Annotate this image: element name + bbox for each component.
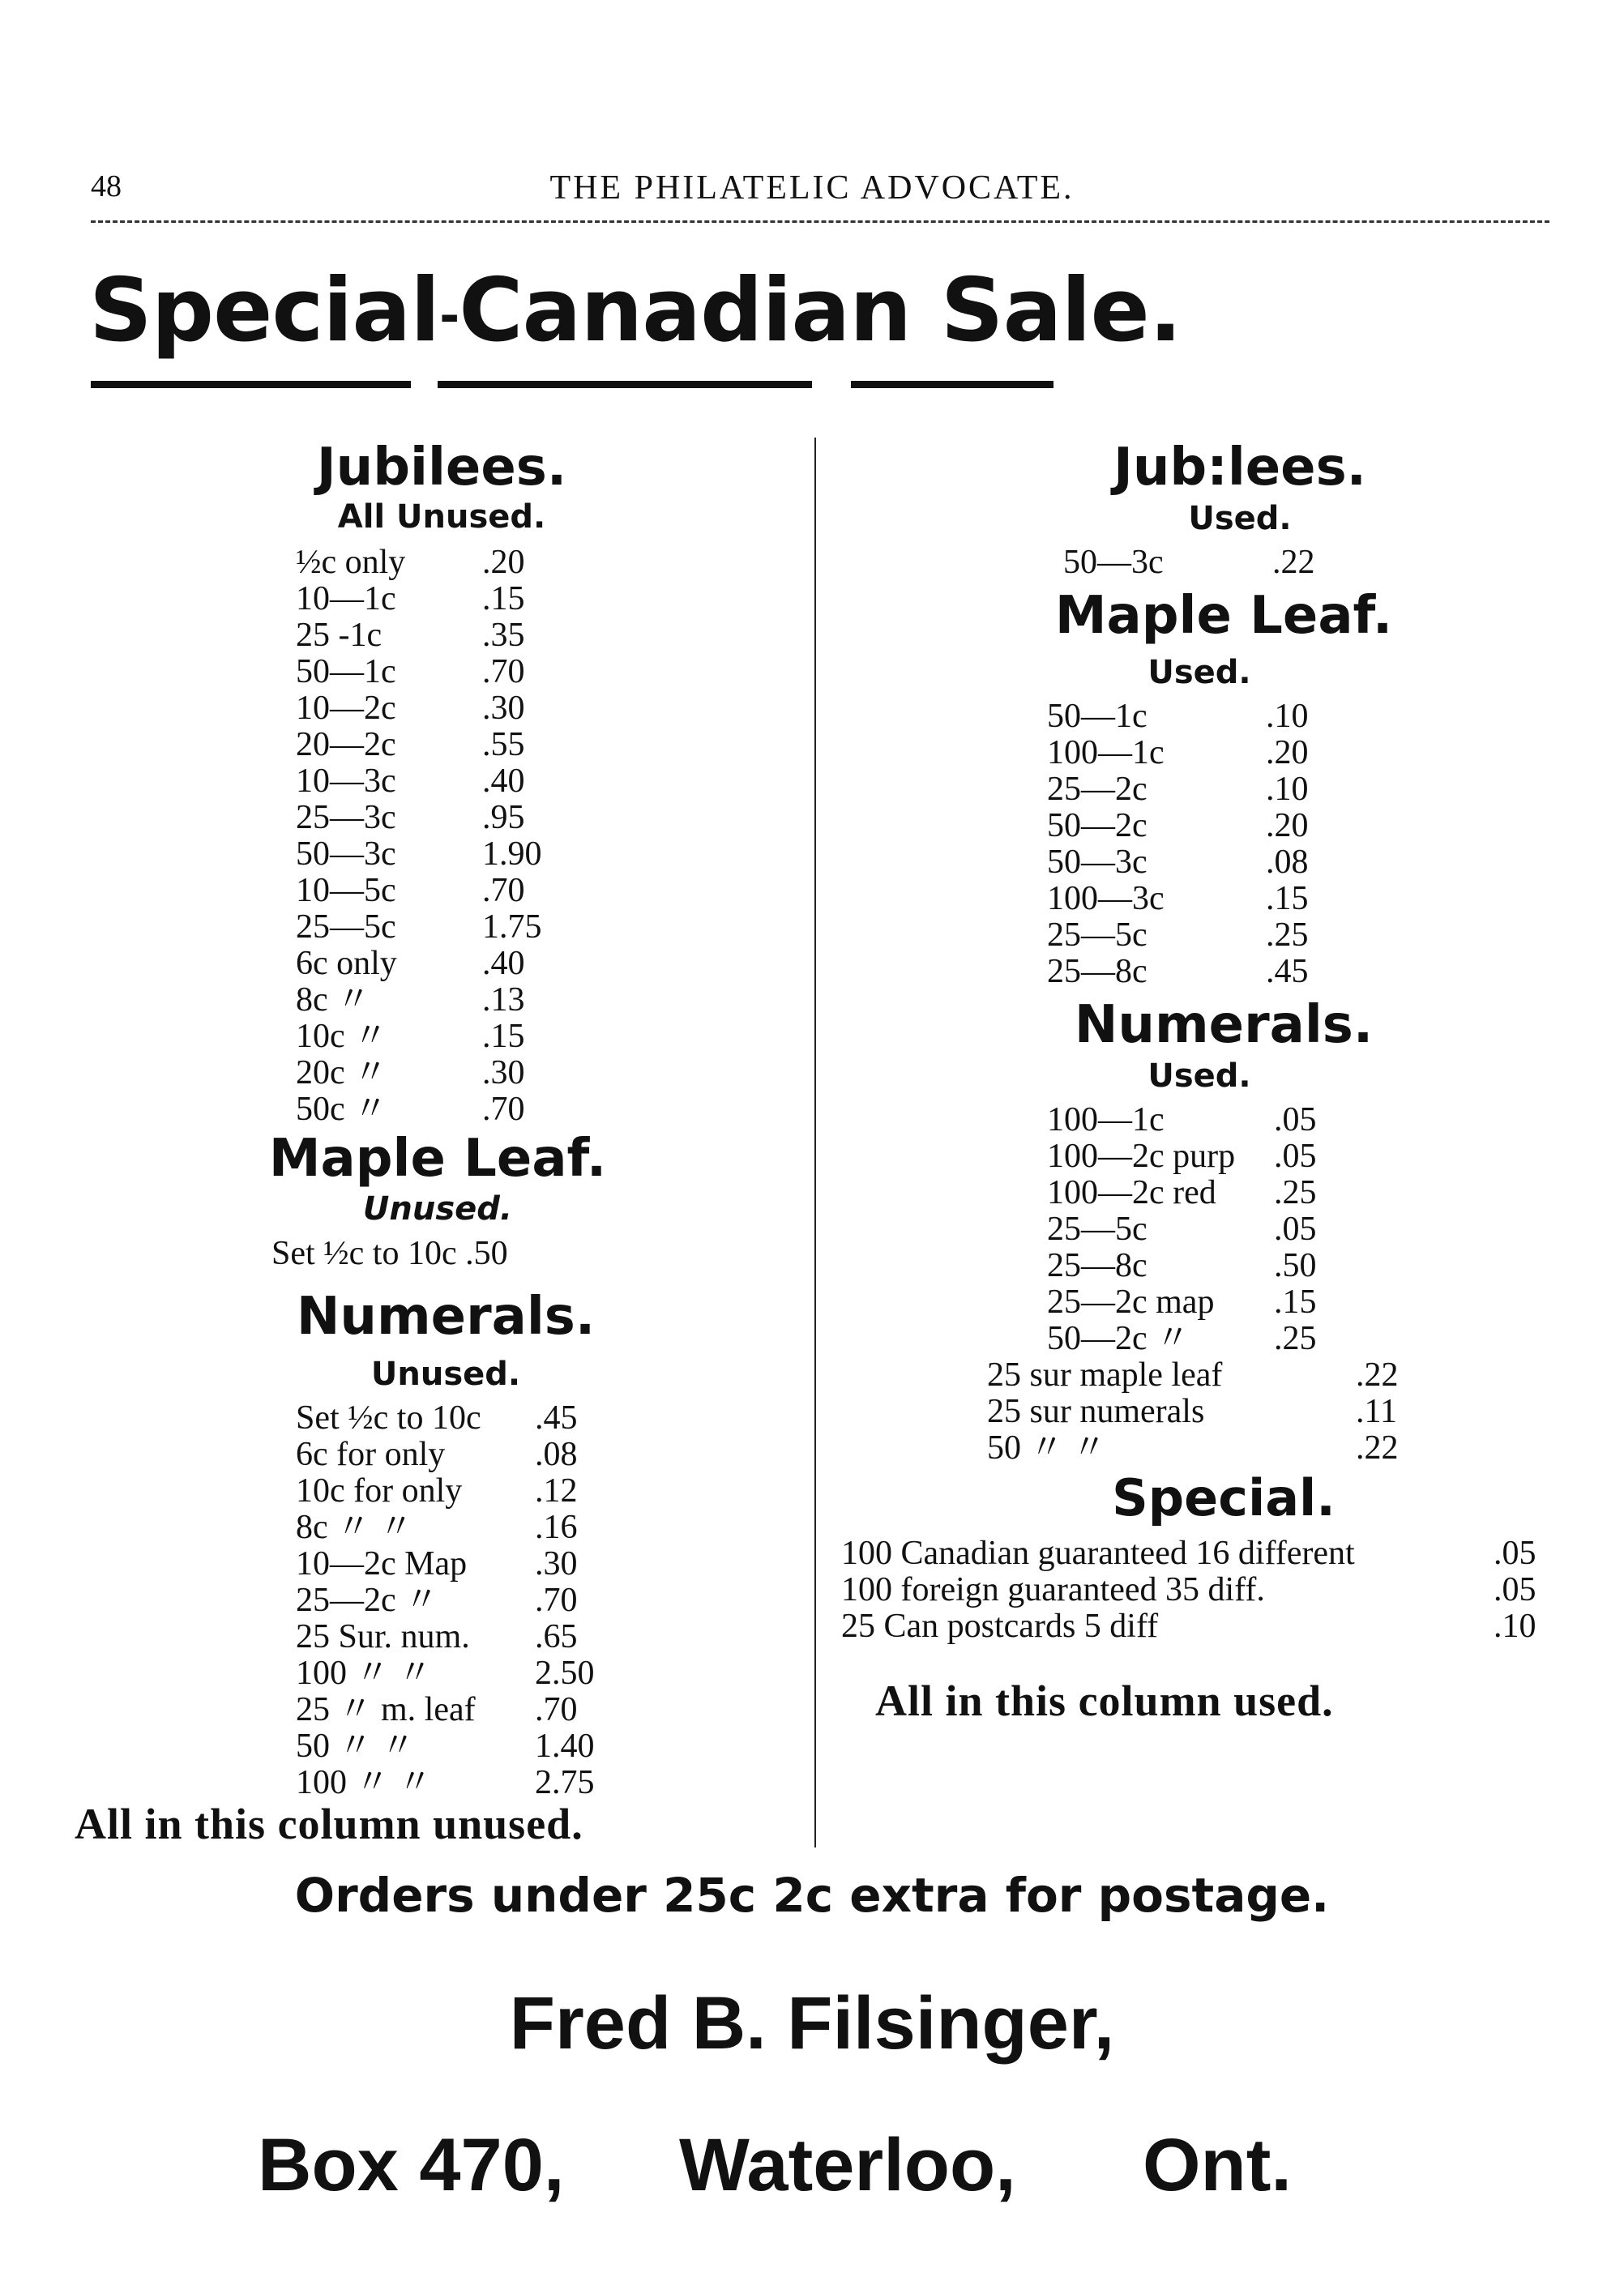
price-row [987, 1357, 1441, 1394]
item-description: 25 -1c [296, 617, 382, 654]
right-column-note: All in this column used. [875, 1677, 1334, 1725]
right-special-list [841, 1536, 1554, 1645]
price-row [1047, 1102, 1412, 1138]
page-title: Special-Canadian Sale. [89, 260, 1182, 361]
item-description: 10—2c Map [296, 1545, 468, 1583]
right-numerals-list [1047, 1102, 1412, 1357]
item-description: 25—5c [296, 908, 396, 946]
item-description: 20—2c [296, 726, 396, 763]
item-description: 25 sur maple leaf [987, 1356, 1223, 1394]
item-description: 50—2c 〃 [1047, 1320, 1190, 1357]
title-word-canadian: Canadian [459, 260, 912, 361]
item-price: .20 [482, 544, 525, 581]
item-price: .30 [482, 690, 525, 727]
item-price: .15 [482, 1018, 525, 1055]
price-row [296, 1091, 620, 1128]
item-price: .40 [482, 945, 525, 982]
price-row [1047, 1284, 1412, 1321]
item-description: 10—3c [296, 762, 396, 800]
price-row [296, 763, 620, 800]
price-row [296, 982, 620, 1019]
item-price: 2.50 [535, 1655, 595, 1692]
title-word-special: Special [89, 260, 440, 361]
price-row [296, 1765, 636, 1801]
price-row [296, 1655, 636, 1692]
item-description: Set ½c to 10c [296, 1399, 481, 1437]
item-price: .13 [482, 981, 525, 1019]
left-jubilees-list [296, 545, 620, 1128]
item-description: ½c only [296, 544, 406, 581]
price-row [987, 1430, 1441, 1467]
left-numerals-list [296, 1400, 636, 1801]
price-row [296, 909, 620, 946]
price-row [296, 1619, 636, 1655]
item-price: .70 [535, 1582, 578, 1619]
price-row [987, 1394, 1441, 1430]
item-description: 100 foreign guaranteed 35 diff. [841, 1571, 1265, 1608]
item-price: .40 [482, 762, 525, 800]
item-price: .05 [1274, 1101, 1317, 1138]
item-price: .11 [1356, 1393, 1397, 1430]
item-price: .10 [1266, 771, 1309, 808]
price-row [296, 873, 620, 909]
item-price: .08 [535, 1436, 578, 1473]
price-row [296, 545, 620, 581]
right-maple-subheading: Used. [1147, 654, 1251, 691]
item-price: .05 [1274, 1211, 1317, 1248]
right-numerals-heading: Numerals. [1074, 995, 1374, 1055]
item-description: 25 sur numerals [987, 1393, 1205, 1430]
left-maple-set: Set ½c to 10c .50 [271, 1235, 508, 1272]
right-numerals-subheading: Used. [1147, 1057, 1251, 1095]
item-price: .05 [1274, 1138, 1317, 1175]
item-price: .05 [1494, 1571, 1536, 1608]
address-province: Ont. [1143, 2124, 1292, 2206]
item-price: .30 [482, 1054, 525, 1091]
price-row [841, 1536, 1554, 1572]
item-description: 6c for only [296, 1436, 446, 1473]
right-jubilees-subheading: Used. [1188, 500, 1292, 537]
item-price: .25 [1266, 916, 1309, 954]
price-row [296, 690, 620, 727]
item-description: 25—3c [296, 799, 396, 836]
price-row [1063, 545, 1355, 581]
item-description: 100—2c purp [1047, 1138, 1236, 1175]
item-description: 25—5c [1047, 1211, 1147, 1248]
item-description: 50—1c [296, 653, 396, 690]
item-price: .10 [1266, 698, 1309, 735]
item-description: 100 Canadian guaranteed 16 different [841, 1535, 1355, 1572]
item-price: .25 [1274, 1320, 1317, 1357]
item-description: 50—3c [296, 835, 396, 873]
item-description: 50 〃 〃 [987, 1429, 1107, 1467]
item-description: 20c 〃 [296, 1054, 388, 1091]
page-number: 48 [91, 169, 122, 203]
price-row [296, 1400, 636, 1437]
item-description: 25—2c map [1047, 1284, 1215, 1321]
price-row [1047, 844, 1371, 881]
item-description: 100—1c [1047, 1101, 1165, 1138]
item-description: 50—3c [1047, 844, 1147, 881]
left-jubilees-heading: Jubilees. [316, 438, 567, 498]
price-row [296, 581, 620, 617]
item-price: .70 [482, 653, 525, 690]
item-price: .50 [1274, 1247, 1317, 1284]
seller-name: Fred B. Filsinger, [509, 1982, 1115, 2065]
item-description: 10—1c [296, 580, 396, 617]
item-price: .30 [535, 1545, 578, 1583]
right-maple-list [1047, 698, 1371, 990]
item-description: 100—2c red [1047, 1174, 1216, 1211]
item-description: 50c 〃 [296, 1091, 388, 1128]
publication-title: THE PHILATELIC ADVOCATE. [549, 169, 1075, 207]
item-price: .22 [1356, 1356, 1399, 1394]
title-word-sale: Sale. [940, 260, 1182, 361]
price-row [296, 836, 620, 873]
price-row [1047, 808, 1371, 844]
price-row [296, 654, 620, 690]
item-price: .20 [1266, 807, 1309, 844]
column-divider [814, 438, 816, 1847]
price-row [841, 1608, 1554, 1645]
item-price: .45 [535, 1399, 578, 1437]
item-price: .25 [1274, 1174, 1317, 1211]
title-underline [438, 381, 812, 388]
price-row [296, 1692, 636, 1728]
title-underline [851, 381, 1053, 388]
price-row [1047, 954, 1371, 990]
item-description: 25 Sur. num. [296, 1618, 470, 1655]
left-numerals-heading: Numerals. [296, 1287, 596, 1347]
item-description: 50—3c [1063, 544, 1164, 581]
left-column-note: All in this column unused. [75, 1800, 583, 1848]
price-row [1047, 917, 1371, 954]
price-row [1047, 771, 1371, 808]
item-description: 100 〃 〃 [296, 1764, 433, 1801]
price-row [1047, 881, 1371, 917]
item-price: .70 [482, 872, 525, 909]
item-description: 25—5c [1047, 916, 1147, 954]
price-row [296, 1728, 636, 1765]
price-row [1047, 1248, 1412, 1284]
price-row [1047, 1175, 1412, 1211]
item-description: 25—8c [1047, 953, 1147, 990]
item-price: 1.90 [482, 835, 542, 873]
item-price: .12 [535, 1472, 578, 1510]
price-row [1047, 735, 1371, 771]
item-description: 25—2c [1047, 771, 1147, 808]
item-description: 25—2c 〃 [296, 1582, 439, 1619]
left-jubilees-subheading: All Unused. [337, 498, 546, 536]
item-description: 6c only [296, 945, 397, 982]
price-row [296, 617, 620, 654]
right-maple-heading: Maple Leaf. [1054, 586, 1393, 646]
right-special-heading: Special. [1112, 1468, 1336, 1527]
item-description: 100—1c [1047, 734, 1165, 771]
item-price: .65 [535, 1618, 578, 1655]
item-price: .22 [1272, 544, 1315, 581]
item-price: .45 [1266, 953, 1309, 990]
price-row [1047, 1321, 1412, 1357]
item-description: 50—2c [1047, 807, 1147, 844]
right-numerals-sur-list [987, 1357, 1441, 1467]
price-row [1047, 698, 1371, 735]
item-description: 8c 〃 〃 [296, 1509, 413, 1546]
price-row [1047, 1138, 1412, 1175]
header-rule [91, 220, 1549, 223]
price-row [296, 1473, 636, 1510]
item-description: 10c for only [296, 1472, 463, 1510]
item-description: 10c 〃 [296, 1018, 388, 1055]
item-price: 1.75 [482, 908, 542, 946]
item-description: 100 〃 〃 [296, 1655, 433, 1692]
price-row [841, 1572, 1554, 1608]
item-price: .35 [482, 617, 525, 654]
item-price: .55 [482, 726, 525, 763]
right-jubilees-list [1063, 545, 1355, 581]
left-numerals-subheading: Unused. [370, 1356, 521, 1393]
item-description: 50 〃 〃 [296, 1728, 416, 1765]
item-price: .22 [1356, 1429, 1399, 1467]
item-price: .95 [482, 799, 525, 836]
item-description: 25 Can postcards 5 diff [841, 1608, 1159, 1645]
price-row [296, 1437, 636, 1473]
item-description: 50—1c [1047, 698, 1147, 735]
address-box: Box 470, [258, 2124, 565, 2206]
item-description: 10—5c [296, 872, 396, 909]
left-maple-heading: Maple Leaf. [268, 1129, 607, 1189]
price-row [296, 1019, 620, 1055]
address-city: Waterloo, [679, 2124, 1016, 2206]
item-description: 10—2c [296, 690, 396, 727]
item-price: .10 [1494, 1608, 1536, 1645]
price-row [296, 1510, 636, 1546]
item-price: .05 [1494, 1535, 1536, 1572]
price-row [296, 1546, 636, 1583]
item-price: .70 [535, 1691, 578, 1728]
price-row [296, 1583, 636, 1619]
price-row [296, 727, 620, 763]
item-price: .16 [535, 1509, 578, 1546]
postage-note: Orders under 25c 2c extra for postage. [294, 1868, 1330, 1923]
title-underline [91, 381, 411, 388]
item-price: .08 [1266, 844, 1309, 881]
item-price: 2.75 [535, 1764, 595, 1801]
price-row [1047, 1211, 1412, 1248]
item-price: .20 [1266, 734, 1309, 771]
item-price: .15 [1266, 880, 1309, 917]
item-price: 1.40 [535, 1728, 595, 1765]
item-price: .15 [1274, 1284, 1317, 1321]
item-description: 100—3c [1047, 880, 1165, 917]
item-price: .70 [482, 1091, 525, 1128]
item-description: 25 〃 m. leaf [296, 1691, 476, 1728]
item-description: 25—8c [1047, 1247, 1147, 1284]
item-price: .15 [482, 580, 525, 617]
price-row [296, 800, 620, 836]
left-maple-subheading: Unused. [362, 1190, 513, 1228]
price-row [296, 1055, 620, 1091]
right-jubilees-heading: Jub:lees. [1113, 438, 1366, 498]
price-row [296, 946, 620, 982]
item-description: 8c 〃 [296, 981, 371, 1019]
